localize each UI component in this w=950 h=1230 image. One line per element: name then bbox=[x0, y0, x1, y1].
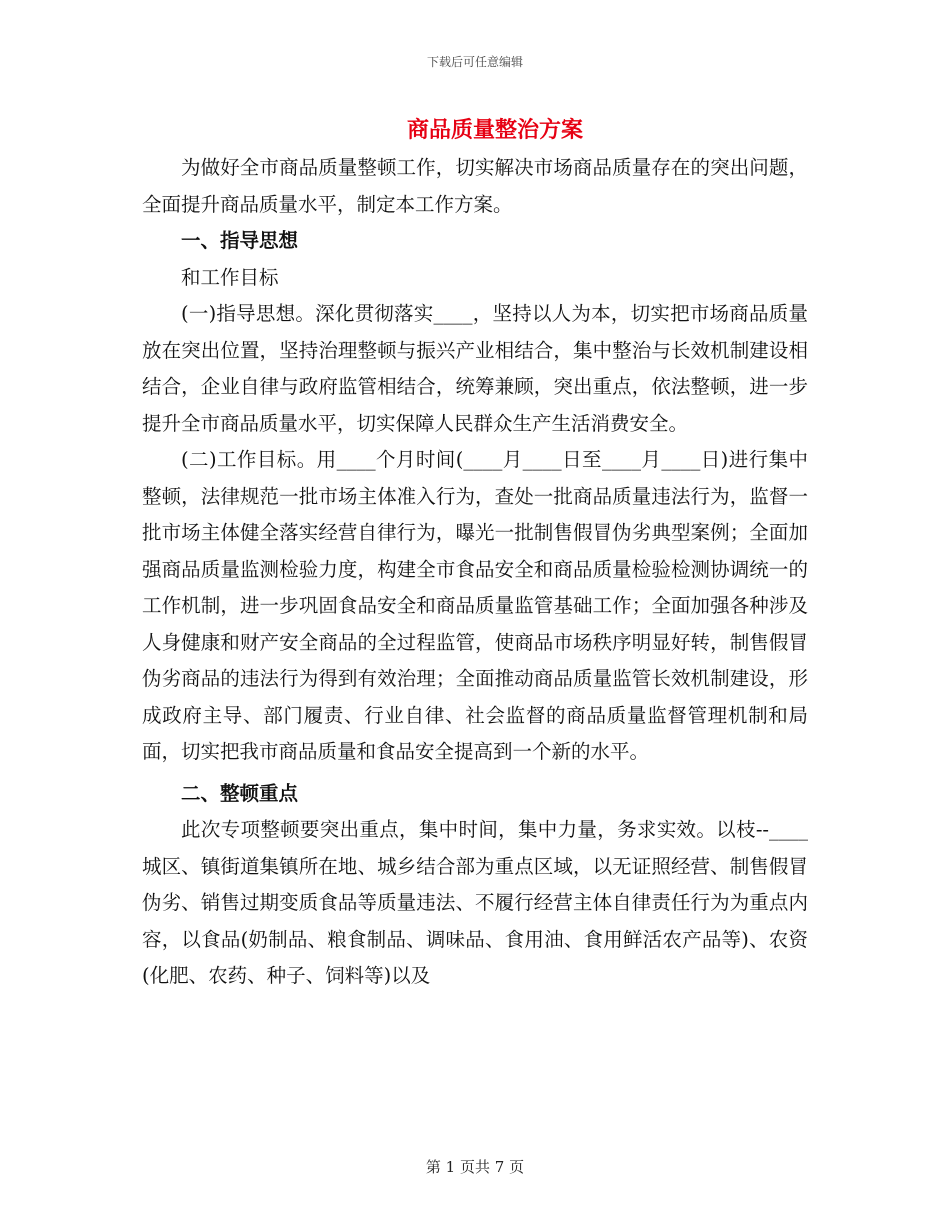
document-title: 商品质量整治方案 bbox=[406, 117, 583, 143]
header-note: 下载后可任意编辑 bbox=[426, 55, 523, 69]
intro-paragraph: 为做好全市商品质量整顿工作，切实解决市场商品质量存在的突出问题，全面提升商品质量水平，制定本工作方案。 bbox=[142, 156, 808, 216]
section-2-heading: 二、整顿重点 bbox=[181, 781, 299, 805]
work-goals-paragraph: (二)工作目标。用____个月时间(____月____日至____月____日)进行集中整顿，法律规范一批市场主体准入行为，查处一批商品质量违法行为，监督一批市场主体健全落实经营自律行为，曝光一批制售假冒伪劣典型案例；全面加强商品质量监测检验力度，构建全市食品安全和商品质量检验检测协调统一的工作机制，进一步巩固食品安全和商品质量监管基础工作；全面加强各种涉及人身健康和财产安全商品的全过程监管，使商品市场秩序明显好转，制售假冒伪劣商品的违法行为得到有效治理；全面推动商品质量监管长效机制建设，形成政府主导、部门履责、行业自律、社会监督的商品质量监督管理机制和局面，切实把我市商品质量和食品安全提高到一个新的水平。 bbox=[142, 448, 808, 763]
document-body bbox=[142, 110, 808, 995]
section-1-subheading: 和工作目标 bbox=[181, 265, 279, 289]
guiding-ideology-paragraph: (一)指导思想。深化贯彻落实____，坚持以人为本，切实把市场商品质量放在突出位置，坚持治理整顿与振兴产业相结合，集中整治与长效机制建设相结合，企业自律与政府监管相结合，统筹兼顾，突出重点，依法整顿，进一步提升全市商品质量水平，切实保障人民群众生产生活消费安全。 bbox=[142, 302, 808, 435]
page-number: 第 1 页共 7 页 bbox=[425, 1158, 525, 1176]
section-1-heading: 一、指导思想 bbox=[181, 229, 299, 252]
rectification-focus-paragraph: 此次专项整顿要突出重点，集中时间，集中力量，务求实效。以枝--____城区、镇街道集镇所在地、城乡结合部为重点区域，以无证照经营、制售假冒伪劣、销售过期变质食品等质量违法、不履行经营主体自律责任行为为重点内容，以食品(奶制品、粮食制品、调味品、食用油、食用鲜活农产品等)、农资(化肥、农药、种子、饲料等)以及 bbox=[142, 818, 808, 987]
